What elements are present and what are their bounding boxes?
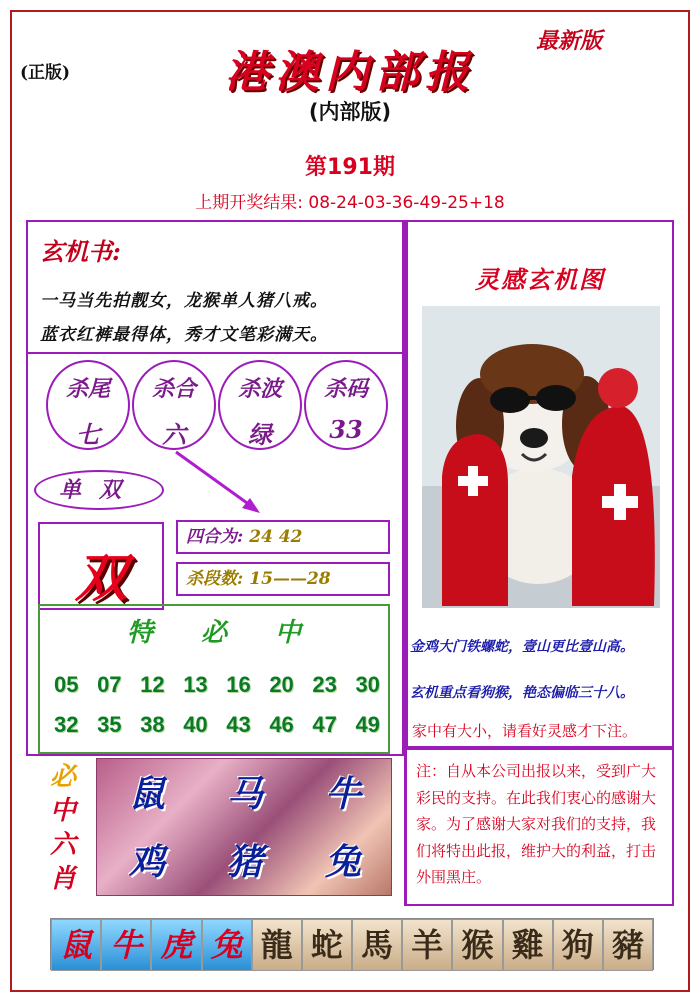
newspaper-subtitle: (内部版) xyxy=(308,100,392,124)
kill-range-value: 15——28 xyxy=(249,569,331,589)
zodiac-cell: 牛 xyxy=(324,773,361,815)
six-zodiac-vertical-label xyxy=(46,760,80,896)
number: 13 xyxy=(183,672,208,697)
zodiac-bar-item: 牛 xyxy=(101,919,151,971)
zodiac-bar-item: 豬 xyxy=(603,919,653,971)
zodiac-cell: 鸡 xyxy=(128,841,165,883)
zodiac-bar-item: 狗 xyxy=(553,919,603,971)
must-hit-row-1 xyxy=(54,672,380,698)
edition-right-label: 最新版 xyxy=(536,28,603,54)
must-hit-title: 特必中 xyxy=(126,618,349,648)
zodiac-bar-item: 羊 xyxy=(402,919,452,971)
four-combo-box xyxy=(176,520,390,554)
zodiac-cell: 猪 xyxy=(226,841,263,883)
arrow-icon xyxy=(170,446,270,520)
zodiac-cell: 马 xyxy=(226,773,263,815)
xuanji-title: 玄机书: xyxy=(40,237,121,266)
number: 12 xyxy=(140,672,165,697)
last-draw-result: 上期开奖结果: 08-24-03-36-49-25+18 xyxy=(195,193,505,213)
six-zodiac-grid xyxy=(96,758,392,896)
number: 43 xyxy=(226,712,251,737)
number: 38 xyxy=(140,712,165,737)
number: 49 xyxy=(355,712,380,737)
xuanji-line-1: 一马当先拍靓女，龙猴单人猪八戒。 xyxy=(40,291,328,311)
zodiac-bar-item: 虎 xyxy=(151,919,201,971)
zodiac-bar-item: 蛇 xyxy=(302,919,352,971)
number: 20 xyxy=(269,672,294,697)
kill-number-circle xyxy=(304,360,388,450)
four-combo-label: 四合为: xyxy=(186,527,244,547)
zodiac-bar-item: 猴 xyxy=(452,919,502,971)
kill-wave-circle xyxy=(218,360,302,450)
zodiac-bar-item: 雞 xyxy=(503,919,553,971)
kill-combo-circle xyxy=(132,360,216,450)
newspaper-title: 港澳内部报 xyxy=(225,47,475,98)
issue-number: 第191期 xyxy=(305,155,395,180)
puppy-illustration xyxy=(422,306,660,608)
circle-value: 七 xyxy=(76,420,100,449)
inspiration-poem-line-1: 金鸡大门铁螺蛇，壹山更比壹山高。 xyxy=(410,639,634,655)
odd-even-oval: 单双 xyxy=(34,470,164,510)
edition-left-label: (正版) xyxy=(20,63,71,83)
company-notice: 注：自从本公司出报以来，受到广大彩民的支持。在此我们衷心的感谢大家。为了感谢大家对我们的支持，我们将特出此报，维护大的利益，打击外围黑庄。 xyxy=(406,748,674,906)
big-pick-box xyxy=(38,522,164,610)
number: 23 xyxy=(312,672,337,697)
circle-label: 杀波 xyxy=(237,376,282,402)
circle-value: 33 xyxy=(329,415,363,444)
vertical-char: 中 xyxy=(49,796,76,826)
kill-tail-circle xyxy=(46,360,130,450)
number: 35 xyxy=(97,712,122,737)
kill-range-label: 杀段数: xyxy=(186,569,244,589)
must-hit-row-2 xyxy=(54,712,380,738)
number: 16 xyxy=(226,672,251,697)
zodiac-bar-item: 龍 xyxy=(252,919,302,971)
vertical-char: 肖 xyxy=(49,864,76,894)
zodiac-bar-item: 馬 xyxy=(352,919,402,971)
number: 30 xyxy=(355,672,380,697)
circle-value: 六 xyxy=(162,420,186,449)
zodiac-bar-item: 鼠 xyxy=(51,919,101,971)
circle-label: 杀尾 xyxy=(65,376,110,402)
number: 40 xyxy=(183,712,208,737)
number: 47 xyxy=(312,712,337,737)
number: 32 xyxy=(54,712,79,737)
zodiac-bar xyxy=(50,918,654,970)
vertical-char: 必 xyxy=(49,762,76,792)
circle-label: 杀码 xyxy=(323,376,368,402)
inspiration-poem-line-2: 玄机重点看狗猴，艳态偏临三十八。 xyxy=(410,685,634,701)
inspiration-hint: 家中有大小，请看好灵感才下注。 xyxy=(412,722,638,740)
circle-value: 绿 xyxy=(248,420,272,449)
puppy-photo xyxy=(422,306,660,608)
circle-label: 杀合 xyxy=(151,376,196,402)
zodiac-cell: 兔 xyxy=(324,841,361,883)
number: 07 xyxy=(97,672,122,697)
zodiac-cell: 鼠 xyxy=(128,773,165,815)
zodiac-bar-item: 兔 xyxy=(202,919,252,971)
xuanji-line-2: 蓝衣红裤最得体，秀才文笔彩满天。 xyxy=(40,325,328,345)
divider xyxy=(26,352,404,354)
vertical-char: 六 xyxy=(49,830,76,860)
number: 05 xyxy=(54,672,79,697)
big-pick-char: 双 xyxy=(74,548,127,609)
inspiration-title: 灵感玄机图 xyxy=(475,265,605,294)
kill-range-box xyxy=(176,562,390,596)
number: 46 xyxy=(269,712,294,737)
four-combo-value: 24 42 xyxy=(249,527,303,547)
